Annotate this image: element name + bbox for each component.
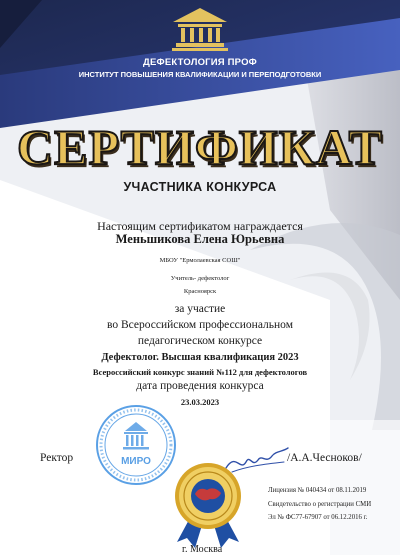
license-number: Лицензия № 040434 от 08.11.2019 [268,487,367,494]
issue-city: г. Москва [182,544,223,555]
recipient-city: Красноярск [183,288,217,295]
event-line-2: педагогическом конкурсе [137,335,263,347]
date-label: дата проведения конкурса [136,380,264,392]
certificate-title: СЕРТИФИКАТ [16,119,383,175]
rector-label: Ректор [40,452,74,464]
contest-date: 23.03.2023 [180,397,220,407]
school-name: МБОУ "Ермолаевская СОШ" [159,257,241,264]
contest-name: Всероссийский конкурс знаний №112 для дефектологов [92,367,308,377]
awarded-text: Настоящим сертификатом награждается [97,219,303,233]
event-line-1: во Всероссийском профессиональном [106,319,293,331]
recipient-name: Меньшикова Елена Юрьевна [115,232,285,246]
gold-medal-icon [167,458,249,552]
certificate-subtitle: УЧАСТНИКА КОНКУРСА [123,180,277,194]
media-registration-number: Эл № ФС77-67907 от 06.12.2016 г. [268,514,368,521]
recipient-position: Учитель- дефектолог [170,275,230,282]
rector-name: /А.А.Чесноков/ [287,452,362,464]
event-title: Дефектолог. Высшая квалификация 2023 [101,352,299,363]
media-registration: Свидетельство о регистрации СМИ [268,501,372,508]
seal-text: МИРО [121,456,151,467]
brand-tagline: ИНСТИТУТ ПОВЫШЕНИЯ КВАЛИФИКАЦИИ И ПЕРЕПОДГОТОВКИ [78,70,322,79]
brand-name: ДЕФЕКТОЛОГИЯ ПРОФ [143,57,257,68]
for-text: за участие [174,303,226,315]
building-columns-icon [168,6,232,52]
official-seal-icon [95,404,177,486]
